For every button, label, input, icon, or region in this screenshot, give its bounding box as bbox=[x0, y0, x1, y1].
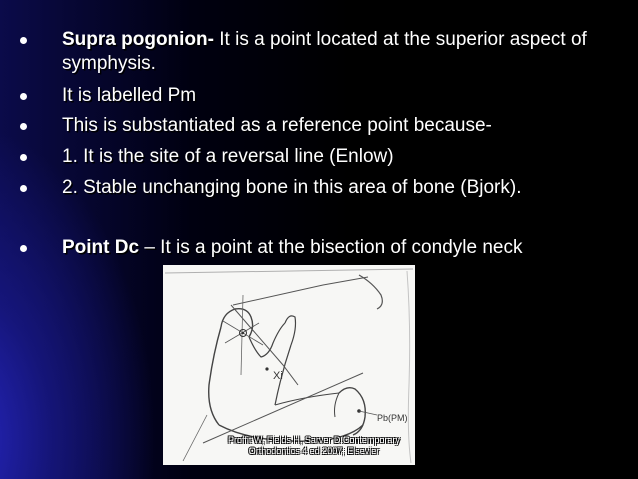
bullet-text bbox=[62, 114, 632, 138]
bullet-text bbox=[62, 28, 632, 76]
bullet-dot bbox=[20, 93, 27, 100]
bullet-body: It is a point located at the superior aspect of symphysis. bbox=[62, 29, 587, 74]
bullet-dot bbox=[20, 37, 27, 44]
bullet-text bbox=[62, 145, 632, 169]
label-xi: Xi bbox=[273, 370, 283, 382]
bullet-dot bbox=[20, 123, 27, 130]
bullet-body: – It is a point at the bisection of condyle neck bbox=[139, 237, 523, 258]
bullet-bold: Supra pogonion- bbox=[62, 29, 214, 50]
caption-line-1: Proffit W, Fields H, Sarver D.Contemporary bbox=[228, 435, 400, 445]
mandible-tracing-figure bbox=[163, 265, 415, 465]
bullet-bold: Point Dc bbox=[62, 237, 140, 258]
bullet-dot bbox=[20, 245, 27, 252]
bullet-text bbox=[62, 236, 632, 260]
bullet-body: It is labelled Pm bbox=[62, 85, 197, 106]
bullet-dot bbox=[20, 185, 27, 192]
bullet-body: This is substantiated as a reference point because- bbox=[62, 115, 492, 136]
bullet-dot bbox=[20, 154, 27, 161]
caption-line-2: Orthodontics 4 ed 2007; Elsevier bbox=[248, 446, 380, 456]
figure-caption bbox=[219, 435, 409, 457]
bullet-text bbox=[62, 176, 632, 200]
bullet-text bbox=[62, 84, 632, 108]
bullet-body: 2. Stable unchanging bone in this area of bone (Bjork). bbox=[62, 177, 522, 198]
label-pm: Pb(PM) bbox=[377, 413, 408, 423]
bullet-body: 1. It is the site of a reversal line (Enlow) bbox=[62, 146, 394, 167]
